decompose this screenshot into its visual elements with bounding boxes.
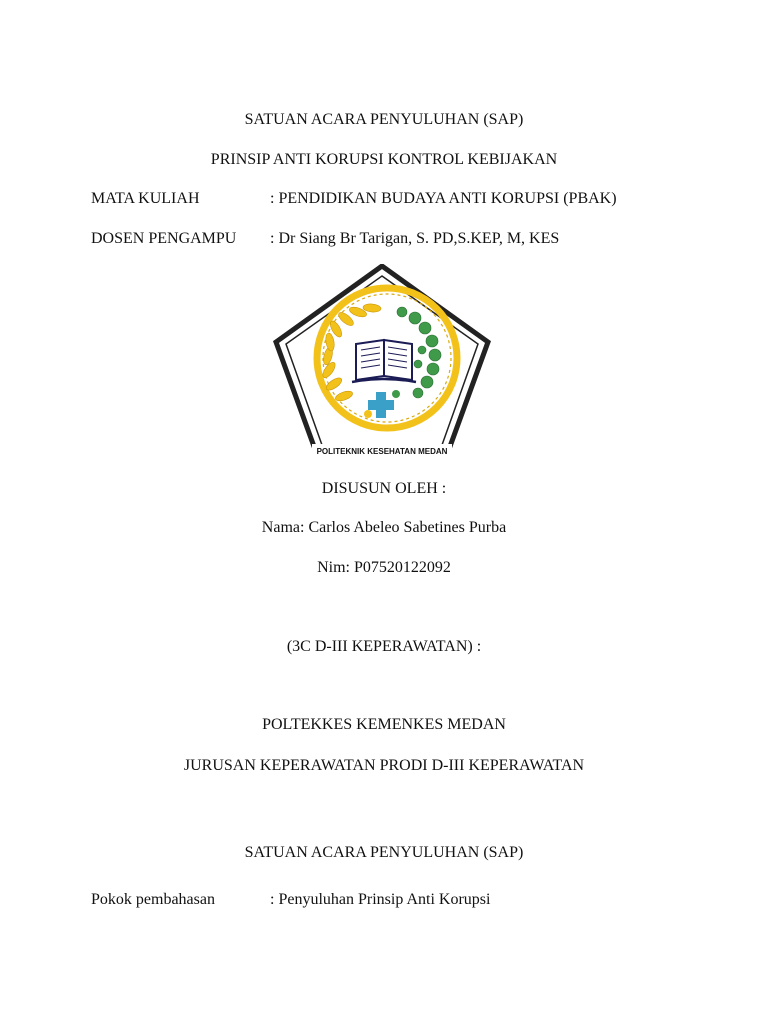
author-heading: DISUSUN OLEH : bbox=[321, 480, 447, 497]
section2-title: SATUAN ACARA PENYULUHAN (SAP) bbox=[244, 844, 524, 861]
logo-caption: POLITEKNIK KESEHATAN MEDAN bbox=[316, 447, 448, 456]
field-label-mata-kuliah: MATA KULIAH bbox=[91, 190, 200, 207]
author-class: (3C D-III KEPERAWATAN) : bbox=[286, 638, 482, 655]
field-value-dosen-pengampu: : Dr Siang Br Tarigan, S. PD,S.KEP, M, KES bbox=[270, 230, 560, 247]
document-title: SATUAN ACARA PENYULUHAN (SAP) bbox=[244, 111, 524, 128]
poltekkes-medan-emblem-icon bbox=[272, 264, 492, 460]
author-name: Nama: Carlos Abeleo Sabetines Purba bbox=[261, 519, 507, 536]
field-label-dosen-pengampu: DOSEN PENGAMPU bbox=[91, 230, 237, 247]
topic-label: Pokok pembahasan bbox=[91, 891, 215, 908]
topic-value: : Penyuluhan Prinsip Anti Korupsi bbox=[270, 891, 491, 908]
institution-department: JURUSAN KEPERAWATAN PRODI D-III KEPERAWATAN bbox=[183, 757, 585, 774]
institution-name: POLTEKKES KEMENKES MEDAN bbox=[262, 716, 506, 733]
author-nim: Nim: P07520122092 bbox=[317, 559, 451, 576]
field-value-mata-kuliah: : PENDIDIKAN BUDAYA ANTI KORUPSI (PBAK) bbox=[270, 190, 617, 207]
document-subtitle: PRINSIP ANTI KORUPSI KONTROL KEBIJAKAN bbox=[210, 151, 558, 168]
